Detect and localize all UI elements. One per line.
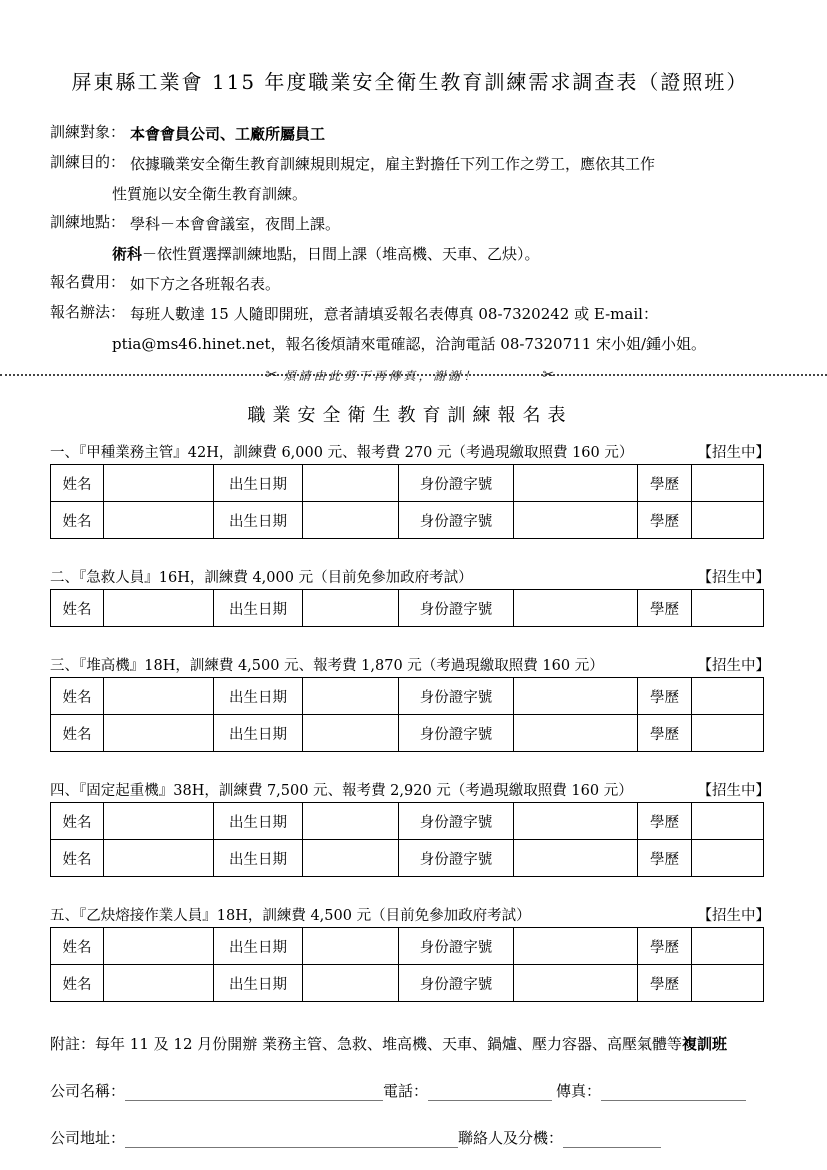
field-label-education: 學歷	[638, 965, 692, 1002]
field-input-education[interactable]	[692, 502, 764, 539]
field-label-id-number: 身份證字號	[399, 715, 514, 752]
registration-table	[50, 464, 764, 539]
field-label-id-number: 身份證字號	[399, 502, 514, 539]
field-input-name[interactable]	[104, 803, 214, 840]
info-location-rest: －依性質選擇訓練地點，日間上課（堆高機、天車、乙炔）。	[142, 245, 540, 263]
field-input-education[interactable]	[692, 965, 764, 1002]
info-value-purpose: 依據職業安全衛生教育訓練規則規定，雇主對擔任下列工作之勞工，應依其工作	[130, 155, 656, 173]
course-section-2	[50, 570, 770, 627]
footnote-label: 附註：	[50, 1035, 96, 1053]
registration-row	[51, 465, 764, 502]
field-input-education[interactable]	[692, 465, 764, 502]
info-value-method: 每班人數達 15 人隨即開班，意者請填妥報名表傳真 08-7320242 或 E-mail：	[130, 305, 658, 323]
field-input-education[interactable]	[692, 803, 764, 840]
field-input-id-number[interactable]	[514, 678, 638, 715]
field-label-name: 姓名	[51, 965, 104, 1002]
info-value-location-cont	[112, 241, 770, 267]
field-label-education: 學歷	[638, 678, 692, 715]
field-input-id-number[interactable]	[514, 803, 638, 840]
info-row-method	[50, 301, 770, 327]
registration-row	[51, 502, 764, 539]
registration-row	[51, 590, 764, 627]
field-label-birthdate: 出生日期	[214, 965, 303, 1002]
company-row-1	[50, 1080, 770, 1101]
field-input-birthdate[interactable]	[303, 928, 399, 965]
info-value-fee: 如下方之各班報名表。	[130, 275, 281, 293]
field-input-name[interactable]	[104, 965, 214, 1002]
field-label-name: 姓名	[51, 465, 104, 502]
field-label-education: 學歷	[638, 803, 692, 840]
course-section-5	[50, 908, 770, 1002]
info-value-purpose-cont: 性質施以安全衛生教育訓練。	[112, 185, 308, 203]
info-value-location: 學科－本會會議室，夜間上課。	[130, 215, 341, 233]
registration-table	[50, 589, 764, 627]
field-label-education: 學歷	[638, 928, 692, 965]
fax-label: 傳真：	[556, 1082, 602, 1100]
field-label-birthdate: 出生日期	[214, 928, 303, 965]
field-label-id-number: 身份證字號	[399, 840, 514, 877]
field-label-id-number: 身份證字號	[399, 678, 514, 715]
course-section-1	[50, 445, 770, 539]
field-input-education[interactable]	[692, 840, 764, 877]
info-location-bold: 術科	[112, 245, 143, 263]
course-heading: 二、『急救人員』16H，訓練費 4,000 元（目前免參加政府考試）	[50, 570, 473, 586]
company-row-2	[50, 1127, 770, 1148]
field-input-birthdate[interactable]	[303, 678, 399, 715]
info-label-target: 訓練對象：	[50, 123, 126, 141]
info-value-method-cont: ptia@ms46.hinet.net，報名後煩請來電確認，洽詢電話 08-7320711 宋小姐/鍾小姐。	[112, 335, 707, 353]
fax-field[interactable]	[601, 1083, 746, 1101]
cut-line-content	[50, 365, 770, 385]
company-address-field[interactable]	[125, 1130, 458, 1148]
recruiting-badge: 【招生中】	[697, 658, 770, 674]
field-label-birthdate: 出生日期	[214, 715, 303, 752]
field-input-name[interactable]	[104, 715, 214, 752]
phone-label: 電話：	[383, 1082, 429, 1100]
field-label-education: 學歷	[638, 590, 692, 627]
field-label-education: 學歷	[638, 840, 692, 877]
info-row-location	[50, 211, 770, 237]
field-input-id-number[interactable]	[514, 502, 638, 539]
recruiting-badge: 【招生中】	[697, 783, 770, 799]
scissors-icon: ✂	[265, 367, 278, 383]
field-label-name: 姓名	[51, 840, 104, 877]
recruiting-badge: 【招生中】	[697, 570, 770, 586]
field-label-education: 學歷	[638, 715, 692, 752]
info-label-method: 報名辦法：	[50, 303, 126, 321]
info-row-purpose	[50, 151, 770, 177]
course-heading: 一、『甲種業務主管』42H，訓練費 6,000 元、報考費 270 元（考過現繳取照費 160 元）	[50, 445, 634, 461]
field-label-name: 姓名	[51, 590, 104, 627]
scissors-icon: ✂	[542, 367, 555, 383]
field-label-birthdate: 出生日期	[214, 502, 303, 539]
footnote-text: 每年 11 及 12 月份開辦 業務主管、急救、堆高機、天車、鍋爐、壓力容器、高壓氣體等	[95, 1035, 683, 1053]
registration-table	[50, 802, 764, 877]
footnote-bold: 複訓班	[682, 1035, 728, 1053]
field-label-id-number: 身份證字號	[399, 965, 514, 1002]
field-input-birthdate[interactable]	[303, 840, 399, 877]
field-input-birthdate[interactable]	[303, 965, 399, 1002]
course-section-5-head	[50, 908, 770, 924]
course-heading: 四、『固定起重機』38H，訓練費 7,500 元、報考費 2,920 元（考過現繳取照費 160 元）	[50, 783, 633, 799]
company-name-field[interactable]	[125, 1083, 383, 1101]
form-sections	[50, 445, 770, 1002]
contact-label: 聯絡人及分機：	[458, 1129, 564, 1147]
registration-row	[51, 840, 764, 877]
registration-row	[51, 965, 764, 1002]
registration-row	[51, 715, 764, 752]
company-address-label: 公司地址：	[50, 1129, 126, 1147]
registration-row	[51, 803, 764, 840]
course-heading: 三、『堆高機』18H，訓練費 4,500 元、報考費 1,870 元（考過現繳取照費 160 元）	[50, 658, 604, 674]
field-label-name: 姓名	[51, 502, 104, 539]
course-section-1-head	[50, 445, 770, 461]
field-label-birthdate: 出生日期	[214, 678, 303, 715]
field-input-birthdate[interactable]	[303, 502, 399, 539]
field-input-id-number[interactable]	[514, 928, 638, 965]
course-section-3	[50, 658, 770, 752]
field-input-name[interactable]	[104, 928, 214, 965]
field-input-birthdate[interactable]	[303, 590, 399, 627]
registration-table	[50, 927, 764, 1002]
info-row-target	[50, 121, 770, 147]
field-input-birthdate[interactable]	[303, 803, 399, 840]
field-input-name[interactable]	[104, 590, 214, 627]
info-row-fee	[50, 271, 770, 297]
info-block	[50, 121, 770, 357]
field-input-education[interactable]	[692, 928, 764, 965]
field-label-education: 學歷	[638, 502, 692, 539]
field-label-id-number: 身份證字號	[399, 928, 514, 965]
field-input-id-number[interactable]	[514, 715, 638, 752]
field-input-education[interactable]	[692, 715, 764, 752]
field-input-birthdate[interactable]	[303, 465, 399, 502]
field-input-id-number[interactable]	[514, 840, 638, 877]
field-label-id-number: 身份證字號	[399, 803, 514, 840]
document-title: 屏東縣工業會 115 年度職業安全衛生教育訓練需求調查表（證照班）	[71, 70, 749, 94]
field-input-education[interactable]	[692, 678, 764, 715]
field-input-birthdate[interactable]	[303, 715, 399, 752]
field-label-birthdate: 出生日期	[214, 590, 303, 627]
registration-table	[50, 677, 764, 752]
field-input-education[interactable]	[692, 590, 764, 627]
course-section-3-head	[50, 658, 770, 674]
field-label-name: 姓名	[51, 715, 104, 752]
registration-row	[51, 928, 764, 965]
field-input-name[interactable]	[104, 840, 214, 877]
field-label-name: 姓名	[51, 678, 104, 715]
field-input-name[interactable]	[104, 502, 214, 539]
recruiting-badge: 【招生中】	[697, 445, 770, 461]
cut-line-text: 煩請由此剪下再傳真，謝謝！	[283, 368, 479, 383]
recruiting-badge: 【招生中】	[697, 908, 770, 924]
course-section-4	[50, 783, 770, 877]
field-label-birthdate: 出生日期	[214, 803, 303, 840]
info-label-purpose: 訓練目的：	[50, 153, 126, 171]
contact-field[interactable]	[563, 1130, 661, 1148]
company-name-label: 公司名稱：	[50, 1082, 126, 1100]
field-label-name: 姓名	[51, 928, 104, 965]
field-label-birthdate: 出生日期	[214, 465, 303, 502]
registration-row	[51, 678, 764, 715]
field-input-name[interactable]	[104, 678, 214, 715]
field-label-id-number: 身份證字號	[399, 590, 514, 627]
cut-line	[50, 365, 770, 385]
course-section-2-head	[50, 570, 770, 586]
field-label-birthdate: 出生日期	[214, 840, 303, 877]
form-title: 職業安全衛生教育訓練報名表	[247, 405, 573, 426]
phone-field[interactable]	[428, 1083, 552, 1101]
field-input-name[interactable]	[104, 465, 214, 502]
course-section-4-head	[50, 783, 770, 799]
field-input-id-number[interactable]	[514, 465, 638, 502]
field-input-id-number[interactable]	[514, 590, 638, 627]
info-label-fee: 報名費用：	[50, 273, 126, 291]
field-input-id-number[interactable]	[514, 965, 638, 1002]
info-label-location: 訓練地點：	[50, 213, 126, 231]
course-heading: 五、『乙炔熔接作業人員』18H，訓練費 4,500 元（目前免參加政府考試）	[50, 908, 531, 924]
field-label-education: 學歷	[638, 465, 692, 502]
field-label-name: 姓名	[51, 803, 104, 840]
info-value-target: 本會會員公司、工廠所屬員工	[130, 125, 326, 143]
field-label-id-number: 身份證字號	[399, 465, 514, 502]
footnote	[50, 1033, 770, 1054]
